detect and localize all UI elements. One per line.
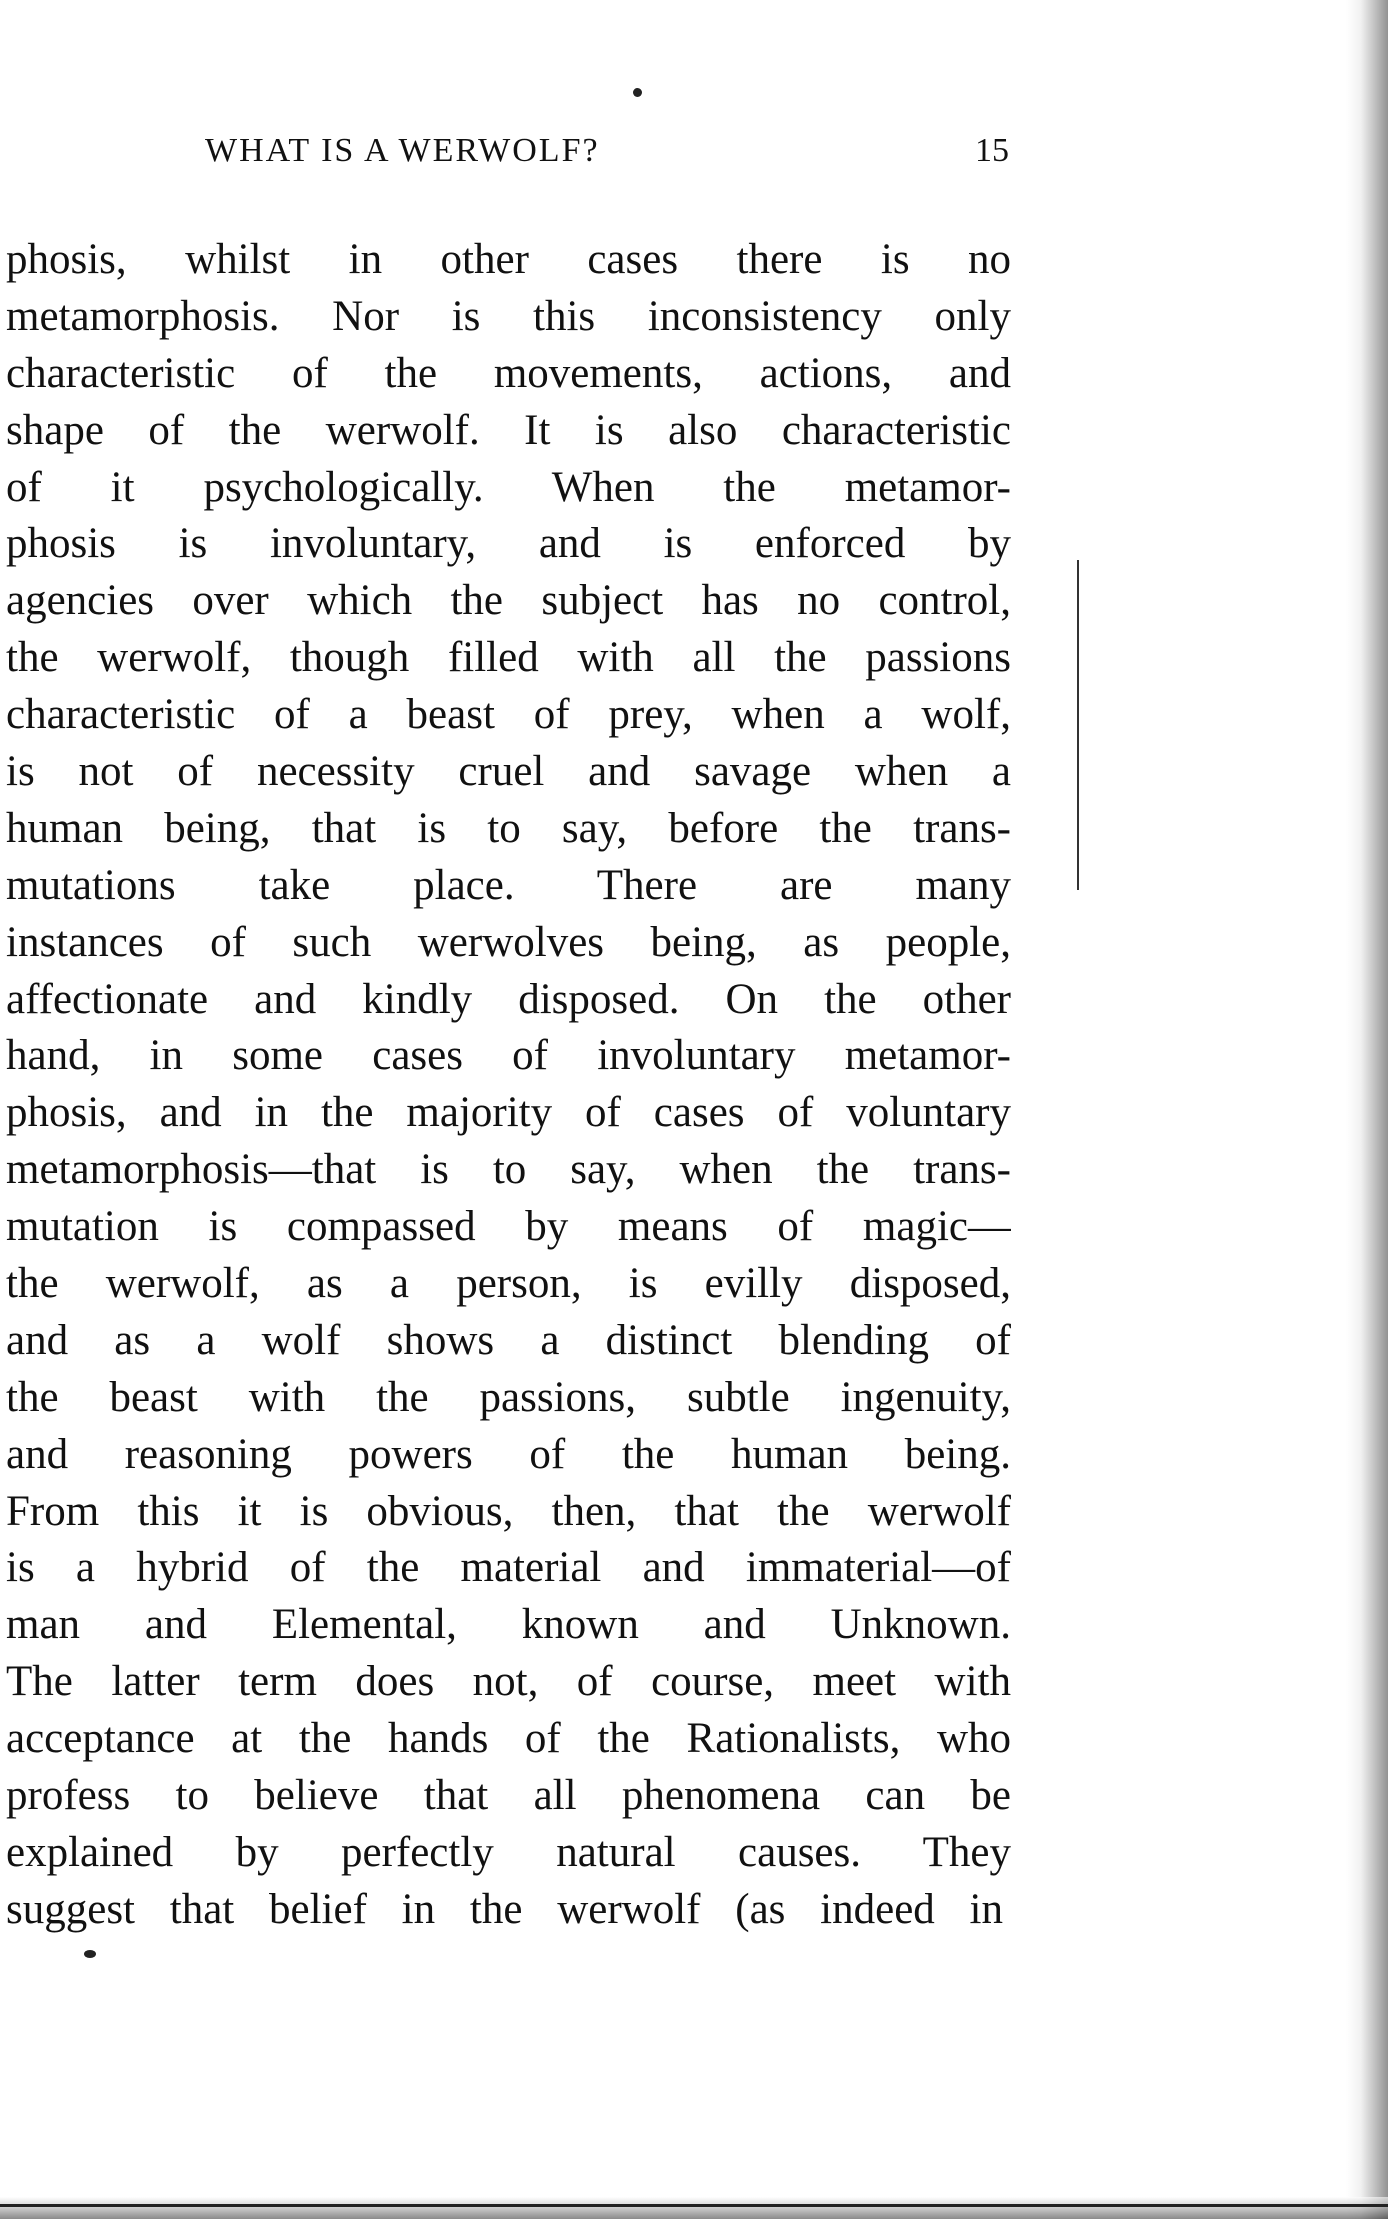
text-line: phosis is involuntary, and is enforced by — [6, 520, 1011, 568]
text-line: is a hybrid of the material and immaterial—of — [6, 1544, 1011, 1592]
text-line: the werwolf, as a person, is evilly disposed, — [6, 1260, 1011, 1308]
text-line: is not of necessity cruel and savage when a — [6, 748, 1011, 796]
text-line: of it psychologically. When the metamor- — [6, 463, 1011, 511]
text-line: and as a wolf shows a distinct blending of — [6, 1316, 1011, 1364]
ink-speck — [633, 88, 642, 97]
text-line: shape of the werwolf. It is also characteristic — [6, 406, 1011, 454]
text-line: agencies over which the subject has no control, — [6, 577, 1011, 625]
text-line: human being, that is to say, before the trans- — [6, 804, 1011, 852]
text-line: and reasoning powers of the human being. — [6, 1430, 1011, 1478]
text-line: acceptance at the hands of the Rationalists, who — [6, 1715, 1011, 1763]
text-line: mutations take place. There are many — [6, 861, 1011, 909]
ink-speck — [84, 1950, 96, 1958]
running-header — [0, 132, 1388, 192]
text-line: The latter term does not, of course, meet with — [6, 1658, 1011, 1706]
page-bottom-shadow — [0, 2197, 1388, 2219]
margin-pencil-mark — [1077, 560, 1079, 890]
text-line: phosis, whilst in other cases there is no — [6, 236, 1011, 283]
body-text — [6, 232, 1011, 1939]
running-title: WHAT IS A WERWOLF? — [205, 132, 600, 169]
text-line: hand, in some cases of involuntary metamor- — [6, 1032, 1011, 1080]
text-line: profess to believe that all phenomena can be — [6, 1772, 1011, 1820]
text-line: characteristic of a beast of prey, when a wolf, — [6, 691, 1011, 739]
text-line: From this it is obvious, then, that the werwolf — [6, 1487, 1011, 1535]
page-edge-shadow — [1346, 0, 1388, 2219]
text-line: instances of such werwolves being, as people, — [6, 918, 1011, 966]
text-line: explained by perfectly natural causes. They — [6, 1828, 1011, 1876]
text-line: the werwolf, though filled with all the passions — [6, 634, 1011, 682]
text-line: metamorphosis—that is to say, when the trans- — [6, 1146, 1011, 1194]
text-line: man and Elemental, known and Unknown. — [6, 1601, 1011, 1649]
text-line: phosis, and in the majority of cases of voluntary — [6, 1089, 1011, 1137]
text-line: the beast with the passions, subtle ingenuity, — [6, 1373, 1011, 1421]
text-line: suggest that belief in the werwolf (as indeed in — [6, 1885, 1003, 1933]
text-line: metamorphosis. Nor is this inconsistency only — [6, 292, 1011, 340]
page-number: 15 — [975, 132, 1009, 169]
page-bottom-rule — [0, 2204, 1388, 2207]
text-line: characteristic of the movements, actions, and — [6, 349, 1011, 397]
text-line: mutation is compassed by means of magic— — [6, 1203, 1011, 1251]
text-line: affectionate and kindly disposed. On the other — [6, 975, 1011, 1023]
